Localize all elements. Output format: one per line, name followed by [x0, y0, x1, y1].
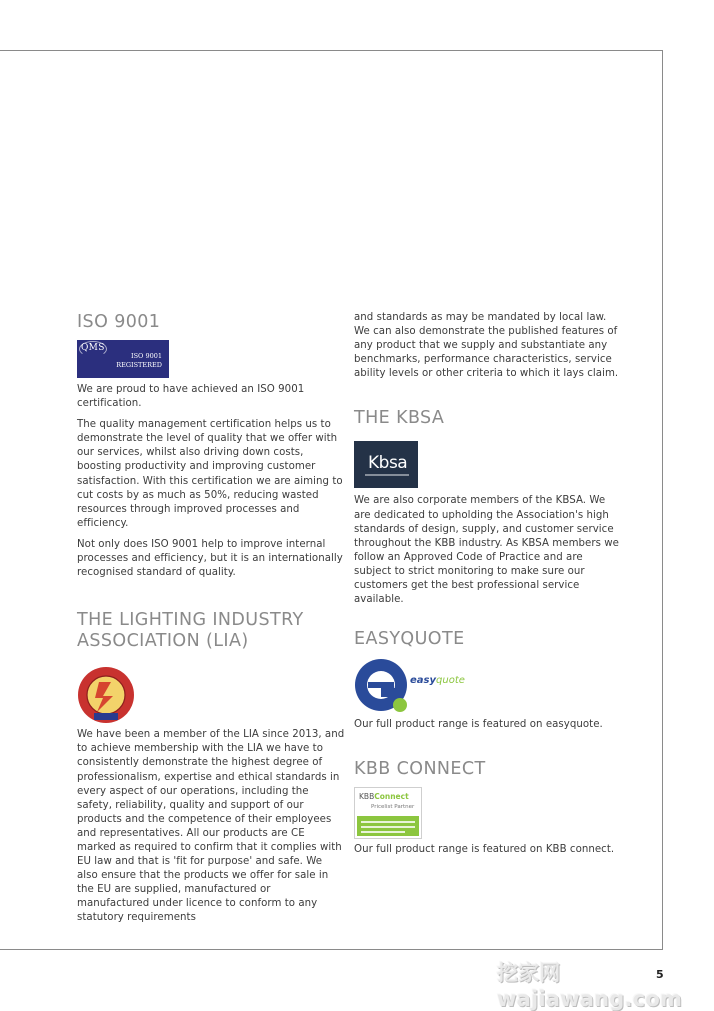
qms-logo-line2: REGISTERED	[116, 361, 162, 369]
lia-heading-line1: THE LIGHTING INDUSTRY	[77, 610, 304, 631]
iso-paragraph-2: The quality management certification helps us to demonstrate the level of quality that we offer with our services, whilst also driving down costs, boosting productivity and improving customer satisfaction. With this certification we are aiming to cut costs by as much as 50%, reducing wasted resources through improved processes and efficiency.	[77, 419, 343, 529]
kbsa-heading: THE KBSA	[354, 408, 445, 429]
qms-logo-line1: ISO 9001	[131, 352, 162, 360]
kbb-logo-name: Connect	[374, 792, 409, 802]
easyquote-logo-quote: quote	[436, 675, 465, 687]
easyquote-e-icon	[354, 658, 410, 714]
kbb-heading: KBB CONNECT	[354, 759, 486, 780]
easyquote-logo-easy: easy	[410, 675, 437, 687]
iso-paragraph-3: Not only does ISO 9001 help to improve internal processes and efficiency, but it is an internationally recognised standard of quality.	[77, 538, 343, 579]
iso-paragraph-1: We are proud to have achieved an ISO 9001 certification.	[77, 384, 305, 410]
kbb-connect-logo	[354, 787, 422, 839]
right-column	[354, 311, 622, 857]
easyquote-paragraph: Our full product range is featured on easyquote.	[354, 719, 603, 731]
kbsa-paragraph: We are also corporate members of the KBSA. We are dedicated to upholding the Association's high standards of design, supply, and customer service throughout the KBB industry. As KBSA members we follow an Approved Code of Practice and are subject to strict monitoring to make sure our customers get the best professional service available.	[354, 495, 619, 606]
easyquote-heading: EASYQUOTE	[354, 629, 465, 650]
watermark-text: 挖家网 wajiawang.com	[497, 961, 683, 1011]
left-column	[77, 312, 345, 926]
lia-heading-line2: ASSOCIATION (LIA)	[77, 631, 249, 652]
kbsa-logo	[354, 441, 418, 488]
kbsa-logo-text: Kbsa	[368, 453, 408, 474]
easyquote-logo	[354, 658, 474, 714]
qms-iso-logo	[77, 340, 169, 378]
lia-member-logo	[77, 666, 135, 724]
qms-logo-text: QMS	[81, 343, 105, 353]
kbb-logo-prefix: KBB	[359, 792, 375, 802]
kbb-logo-sub: Pricelist Partner	[371, 804, 415, 811]
iso-heading: ISO 9001	[77, 312, 161, 332]
kbb-paragraph: Our full product range is featured on KBB connect.	[354, 844, 615, 856]
lia-paragraph-continued: and standards as may be mandated by local law. We can also demonstrate the published features of any product that we supply and substantiate any benchmarks, performance characteristics, service ability levels or other criteria to which it lays claim.	[354, 312, 619, 380]
lia-paragraph: We have been a member of the LIA since 2013, and to achieve membership with the LIA we have to consistently demonstrate the highest degree of professionalism, expertise and ethical standards in every aspect of our operations, including the safety, reliability, quality and support of our products and the competence of their employees and representatives. All our products are CE marked as required to confirm that it complies with EU law and that is 'fit for purpose' and safe. We also ensure that the products we offer for sale in the EU are supplied, manufactured or manufactured under licence to conform to any statutory requirements	[77, 729, 345, 924]
page-number: 5	[656, 968, 664, 981]
